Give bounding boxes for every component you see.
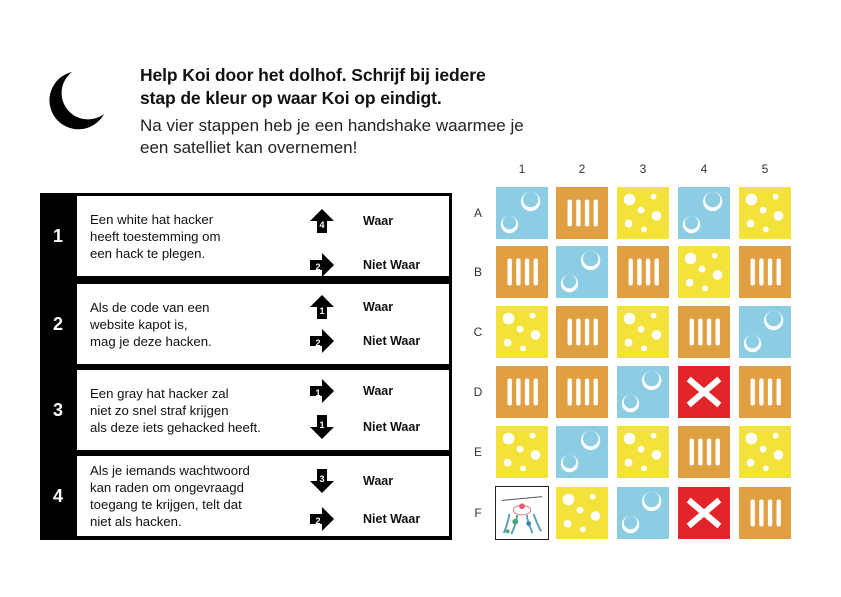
arrow-up-icon [309,294,335,320]
question-line: niet zo snel straf krijgen [90,402,229,418]
tile-yellow [616,186,670,240]
question-card [76,195,450,277]
subtitle-line-2: een satelliet kan overnemen! [140,138,358,157]
question-row [40,367,452,453]
question-card [76,455,450,537]
question-text [90,284,300,364]
arrow-count: 4 [319,220,325,230]
tile-orange [555,186,609,240]
arrow-count: 2 [315,262,321,272]
instructions [140,64,640,159]
answer-option[interactable] [309,252,449,278]
title-line-2: stap de kleur op waar Koi op eindigt. [140,88,442,108]
subtitle-line-1: Na vier stappen heb je een handshake waarmee je [140,116,524,135]
answer-option[interactable] [309,328,449,354]
tile-blue [677,186,731,240]
column-label: 2 [578,162,586,176]
tile-yellow [555,486,609,540]
tile-yellow [738,186,792,240]
question-line: Als de code van een [90,299,210,315]
title-line-1: Help Koi door het dolhof. Schrijf bij iedere [140,65,486,85]
tile-blue [738,305,792,359]
question-text [90,456,300,536]
tile-blue [555,425,609,479]
question-line: kan raden om ongevraagd [90,480,244,495]
question-line: als deze iets gehacked heeft. [90,419,261,435]
tile-orange [677,305,731,359]
row-label: F [474,506,482,520]
question-number: 3 [52,399,63,420]
answer-label: Waar [363,300,394,314]
arrow-count: 3 [319,474,325,484]
tile-yellow [616,305,670,359]
question-line: Als je iemands wachtwoord [90,463,250,478]
tile-blue [616,365,670,419]
question-number: 4 [52,485,63,506]
arrow-right-icon [309,378,335,404]
question-card [76,369,450,451]
koi-character-icon [502,497,542,535]
tile-orange [738,365,792,419]
question-line: Een white hat hacker [90,211,214,227]
question-card [76,283,450,365]
tile-yellow [495,425,549,479]
tile-orange [495,365,549,419]
arrow-down-icon [309,468,335,494]
tile-blue [555,245,609,299]
tile-yellow [738,425,792,479]
question-row [40,281,452,367]
answer-option[interactable] [309,468,449,494]
question-line: website kapot is, [90,316,188,332]
question-row [40,453,452,539]
question-line: een hack te plegen. [90,245,206,261]
tile-orange [555,365,609,419]
question-line: toegang te krijgen, telt dat [90,497,242,512]
arrow-count: 1 [319,306,325,316]
arrow-right-icon [309,506,335,532]
start-tile [495,486,549,540]
column-label: 4 [700,162,708,176]
tile-orange [555,305,609,359]
tile-orange [677,425,731,479]
row-label: E [473,445,482,459]
arrow-down-icon [309,414,335,440]
answer-label: Waar [363,214,394,228]
tile-blue [495,186,549,240]
answer-option[interactable] [309,414,449,440]
column-label: 5 [761,162,769,176]
arrow-count: 2 [315,338,321,348]
question-panel [40,193,452,540]
tile-yellow [677,245,731,299]
arrow-count: 2 [315,516,321,526]
tile-orange [495,245,549,299]
tile-orange [738,245,792,299]
tile-blocked [677,365,731,419]
answer-label: Waar [363,384,394,398]
answer-option[interactable] [309,378,449,404]
answer-label: Niet Waar [363,258,421,272]
tile-orange [616,245,670,299]
answer-label: Niet Waar [363,512,421,526]
tile-yellow [495,305,549,359]
question-number: 2 [52,313,63,334]
moon-icon [46,68,106,130]
question-row [40,193,452,279]
column-label: 1 [518,162,526,176]
question-line: Een gray hat hacker zal [90,385,229,401]
arrow-right-icon [309,252,335,278]
row-label: A [473,206,482,220]
answer-option[interactable] [309,506,449,532]
question-number: 1 [52,225,63,246]
answer-option[interactable] [309,294,449,320]
question-text [90,196,300,276]
tile-yellow [616,425,670,479]
question-line: mag je deze hacken. [90,333,212,349]
row-label: C [473,325,483,339]
tile-blocked [677,486,731,540]
question-line: heeft toestemming om [90,228,221,244]
row-label: D [473,385,483,399]
arrow-count: 1 [315,388,321,398]
tile-orange [738,486,792,540]
column-label: 3 [639,162,647,176]
arrow-right-icon [309,328,335,354]
question-line: niet als hacken. [90,514,182,529]
question-text [90,370,300,450]
arrow-count: 1 [319,420,325,430]
answer-label: Waar [363,474,394,488]
answer-option[interactable] [309,208,449,234]
row-label: B [473,265,482,279]
tile-blue [616,486,670,540]
answer-label: Niet Waar [363,334,421,348]
answer-label: Niet Waar [363,420,421,434]
arrow-up-icon [309,208,335,234]
